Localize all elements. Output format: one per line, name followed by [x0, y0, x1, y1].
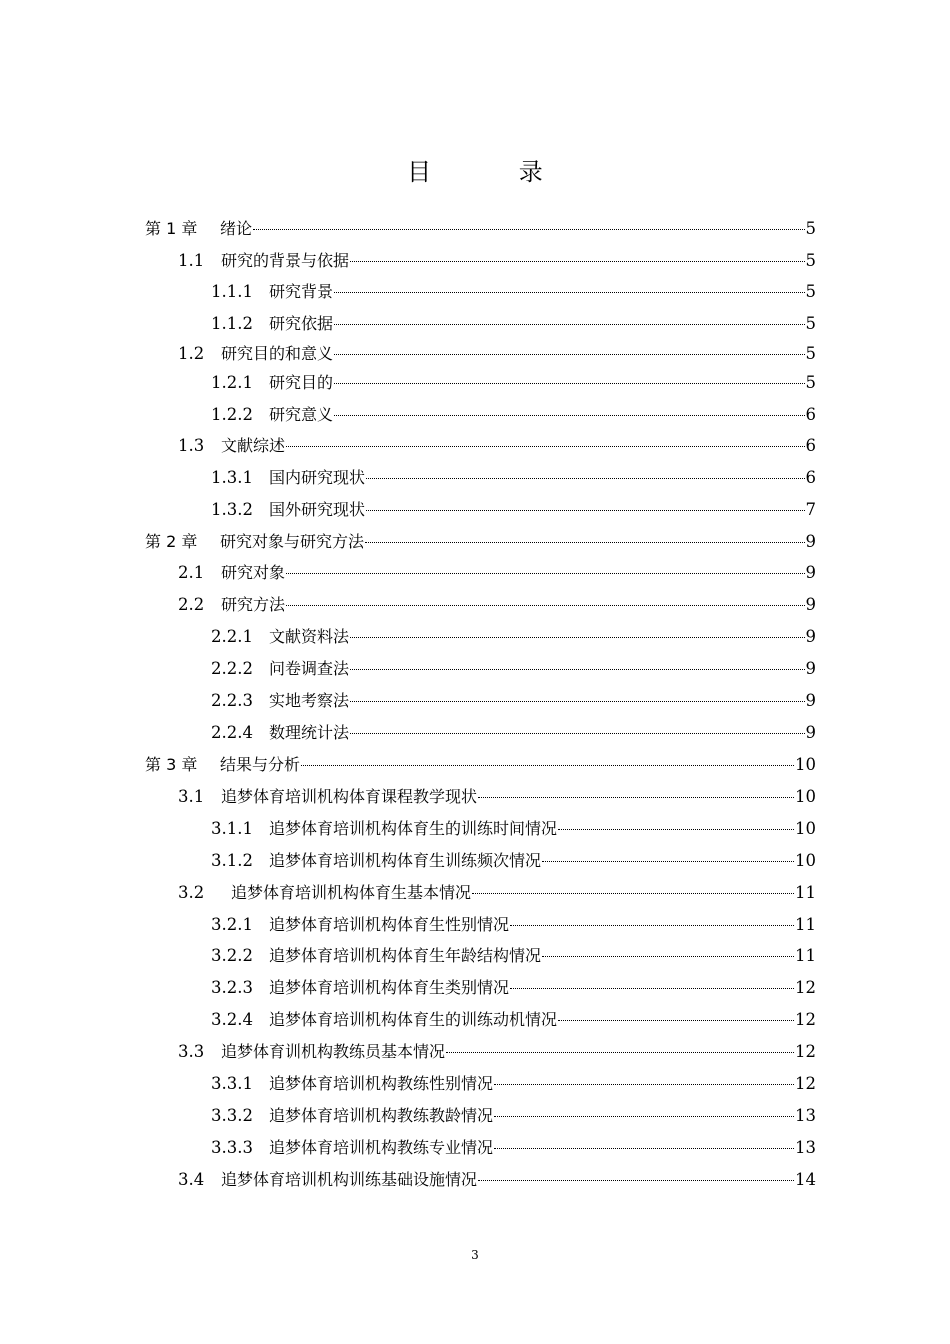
toc-entry-page: 9	[805, 563, 816, 582]
toc-entry-number: 3.3	[178, 1042, 205, 1061]
toc-entry-page: 6	[805, 468, 816, 487]
toc-entry-page: 12	[795, 978, 816, 997]
toc-entry-title: 文献综述	[221, 436, 286, 455]
toc-entry[interactable]	[211, 975, 816, 1005]
toc-entry-title: 追梦体育培训机构教练专业情况	[269, 1138, 494, 1157]
toc-entry[interactable]	[211, 279, 816, 309]
toc-entry-page: 12	[795, 1074, 816, 1093]
toc-entry-page: 13	[795, 1106, 816, 1125]
toc-entry-title: 国外研究现状	[269, 500, 366, 519]
toc-dot-leader	[350, 260, 804, 262]
toc-entry-title: 研究对象与研究方法	[220, 532, 365, 551]
toc-entry-page: 5	[805, 373, 816, 392]
toc-entry-title: 追梦体育培训机构体育生的训练动机情况	[269, 1010, 558, 1029]
toc-entry-title: 追梦体育培训机构体育生训练频次情况	[269, 851, 542, 870]
toc-dot-leader	[494, 1115, 794, 1117]
toc-dot-leader	[446, 1051, 794, 1053]
toc-entry-title: 研究对象	[221, 563, 286, 582]
toc-entry-title: 研究目的	[269, 373, 334, 392]
toc-entry-page: 6	[805, 436, 816, 455]
toc-dot-leader	[334, 291, 804, 293]
toc-entry-title: 追梦体育培训机构教练教龄情况	[269, 1106, 494, 1125]
toc-entry[interactable]	[211, 1071, 816, 1101]
toc-entry-page: 14	[795, 1170, 816, 1189]
toc-entry-number: 1.1.2	[211, 314, 253, 333]
toc-entry-page: 13	[795, 1138, 816, 1157]
toc-entry-title: 研究依据	[269, 314, 334, 333]
toc-entry-page: 5	[805, 282, 816, 301]
toc-entry-page: 9	[805, 532, 816, 551]
toc-entry-title: 实地考察法	[269, 691, 350, 710]
toc-entry-page: 12	[795, 1042, 816, 1061]
toc-entry[interactable]	[178, 592, 816, 622]
toc-entry-title: 追梦体育培训机构体育生年龄结构情况	[269, 946, 542, 965]
toc-entry[interactable]	[211, 624, 816, 654]
toc-entry-number: 2.2.1	[211, 627, 253, 646]
toc-entry[interactable]	[211, 1007, 816, 1037]
toc-entry-number: 3.3.1	[211, 1074, 253, 1093]
toc-entry[interactable]	[211, 848, 816, 878]
toc-entry-number: 3.2.2	[211, 946, 253, 965]
toc-entry-number: 3.4	[178, 1170, 205, 1189]
toc-dot-leader	[334, 414, 804, 416]
toc-entry-number: 3.2	[178, 883, 205, 902]
toc-entry-page: 10	[795, 819, 816, 838]
toc-entry-title: 追梦体育培训机构体育生性别情况	[269, 915, 510, 934]
toc-entry-page: 9	[805, 691, 816, 710]
toc-entry-page: 6	[805, 405, 816, 424]
toc-entry-page: 9	[805, 659, 816, 678]
toc-entry-title: 结果与分析	[220, 755, 301, 774]
toc-entry-page: 10	[795, 851, 816, 870]
toc-dot-leader	[542, 860, 794, 862]
toc-entry-number: 1.1	[178, 251, 205, 270]
toc-dot-leader	[350, 636, 804, 638]
toc-entry-number: 2.2.3	[211, 691, 253, 710]
toc-entry[interactable]	[211, 370, 816, 400]
toc-entry-number: 1.1.1	[211, 282, 253, 301]
toc-entry[interactable]	[211, 1135, 816, 1165]
toc-entry-title: 数理统计法	[269, 723, 350, 742]
toc-entry-number: 3.2.4	[211, 1010, 253, 1029]
toc-entry-number: 1.2.2	[211, 405, 253, 424]
toc-entry-title: 研究意义	[269, 405, 334, 424]
toc-entry-number: 2.2	[178, 595, 205, 614]
toc-entry-number: 1.2	[178, 344, 205, 363]
toc-entry-page: 10	[795, 787, 816, 806]
toc-entry[interactable]	[211, 688, 816, 718]
toc-entry[interactable]	[211, 402, 816, 432]
toc-entry[interactable]	[211, 311, 816, 341]
toc-dot-leader	[472, 892, 794, 894]
toc-dot-leader	[558, 828, 794, 830]
toc-entry[interactable]	[211, 720, 816, 750]
toc-entry-page: 10	[795, 755, 816, 774]
toc-entry-title: 研究目的和意义	[221, 344, 334, 363]
toc-entry-page: 5	[805, 314, 816, 333]
toc-entry-page: 11	[795, 915, 816, 934]
toc-entry-number: 1.2.1	[211, 373, 253, 392]
toc-entry[interactable]	[178, 433, 816, 463]
toc-entry[interactable]	[178, 560, 816, 590]
toc-entry-title: 研究背景	[269, 282, 334, 301]
toc-entry-title: 追梦体育培训机构体育生类别情况	[269, 978, 510, 997]
toc-entry[interactable]	[178, 341, 816, 371]
toc-dot-leader	[366, 477, 804, 479]
toc-entry-number: 3.1.1	[211, 819, 253, 838]
toc-entry-title: 国内研究现状	[269, 468, 366, 487]
toc-entry-number: 3.3.2	[211, 1106, 253, 1125]
toc-entry-page: 12	[795, 1010, 816, 1029]
toc-entry-page: 9	[805, 627, 816, 646]
toc-entry-number: 3.1.2	[211, 851, 253, 870]
toc-entry-number: 3.3.3	[211, 1138, 253, 1157]
toc-entry-title: 研究的背景与依据	[221, 251, 350, 270]
toc-dot-leader	[286, 572, 804, 574]
toc-dot-leader	[286, 604, 804, 606]
toc-entry-number: 第 1 章	[145, 219, 198, 238]
toc-entry-page: 5	[805, 251, 816, 270]
toc-dot-leader	[510, 924, 794, 926]
toc-entry-title: 追梦体育培训机构体育生的训练时间情况	[269, 819, 558, 838]
toc-dot-leader	[478, 796, 794, 798]
toc-entry[interactable]	[211, 943, 816, 973]
toc-dot-leader	[510, 987, 794, 989]
toc-entry-page: 11	[795, 946, 816, 965]
toc-entry-number: 第 3 章	[145, 755, 198, 774]
toc-dot-leader	[334, 382, 804, 384]
toc-dot-leader	[542, 955, 794, 957]
toc-entry-page: 7	[805, 500, 816, 519]
toc-entry-title: 文献资料法	[269, 627, 350, 646]
toc-entry[interactable]	[211, 912, 816, 942]
toc-entry[interactable]	[178, 1167, 816, 1197]
toc-entry[interactable]	[211, 497, 816, 527]
toc-entry[interactable]	[178, 1039, 816, 1069]
toc-entry[interactable]	[211, 465, 816, 495]
toc-dot-leader	[286, 445, 804, 447]
page-number: 3	[471, 1248, 479, 1262]
toc-entry[interactable]	[145, 752, 816, 782]
toc-entry[interactable]	[145, 216, 816, 246]
toc-entry-title: 问卷调查法	[269, 659, 350, 678]
toc-dot-leader	[478, 1179, 794, 1181]
toc-dot-leader	[334, 323, 804, 325]
toc-dot-leader	[350, 700, 804, 702]
toc-entry-number: 第 2 章	[145, 532, 198, 551]
toc-entry-page: 5	[805, 344, 816, 363]
toc-entry[interactable]	[211, 1103, 816, 1133]
toc-dot-leader	[558, 1019, 794, 1021]
toc-dot-leader	[301, 764, 794, 766]
toc-entry-title: 追梦体育培训机构教练性别情况	[269, 1074, 494, 1093]
toc-dot-leader	[365, 541, 804, 543]
toc-entry-number: 1.3	[178, 436, 205, 455]
toc-entry-number: 3.2.3	[211, 978, 253, 997]
toc-entry-title: 追梦体育培训机构训练基础设施情况	[221, 1170, 478, 1189]
page-title: 目 录	[407, 158, 583, 186]
toc-dot-leader	[494, 1147, 794, 1149]
toc-entry-title: 研究方法	[221, 595, 286, 614]
toc-dot-leader	[494, 1083, 794, 1085]
toc-entry[interactable]	[211, 816, 816, 846]
toc-entry-title: 绪论	[220, 219, 253, 238]
toc-entry[interactable]	[178, 784, 816, 814]
toc-dot-leader	[334, 353, 804, 355]
toc-entry[interactable]	[145, 529, 816, 559]
toc-entry-number: 3.1	[178, 787, 205, 806]
toc-entry-page: 11	[795, 883, 816, 902]
toc-entry[interactable]	[178, 248, 816, 278]
toc-dot-leader	[366, 509, 804, 511]
toc-entry-number: 2.2.2	[211, 659, 253, 678]
toc-dot-leader	[253, 228, 804, 230]
toc-entry-number: 2.2.4	[211, 723, 253, 742]
toc-entry-title: 追梦体育培训机构体育课程教学现状	[221, 787, 478, 806]
toc-entry-number: 2.1	[178, 563, 205, 582]
toc-dot-leader	[350, 732, 804, 734]
toc-entry[interactable]	[178, 880, 816, 910]
toc-entry-page: 9	[805, 723, 816, 742]
toc-entry-page: 5	[805, 219, 816, 238]
toc-entry[interactable]	[211, 656, 816, 686]
toc-entry-page: 9	[805, 595, 816, 614]
toc-entry-title: 追梦体育训机构教练员基本情况	[221, 1042, 446, 1061]
toc-entry-number: 3.2.1	[211, 915, 253, 934]
toc-dot-leader	[350, 668, 804, 670]
toc-entry-number: 1.3.2	[211, 500, 253, 519]
toc-entry-title: 追梦体育培训机构体育生基本情况	[231, 883, 472, 902]
toc-entry-number: 1.3.1	[211, 468, 253, 487]
